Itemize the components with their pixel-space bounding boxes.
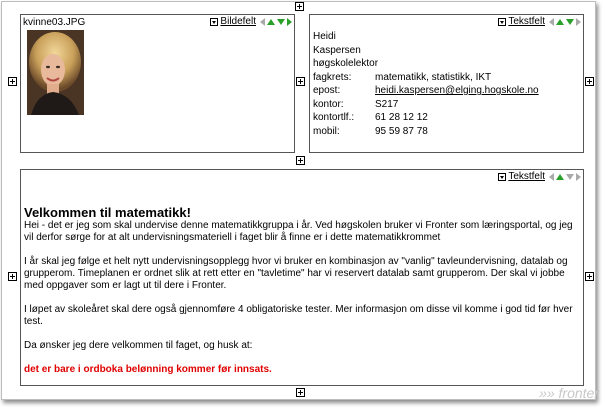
add-right-bottom-button[interactable] — [585, 272, 594, 281]
widget-type-link[interactable]: Bildefelt — [220, 16, 256, 27]
add-right-button[interactable] — [585, 77, 594, 86]
first-name: Heidi — [313, 31, 336, 42]
image-widget-toolbar — [210, 17, 292, 27]
fronter-logo: »» fronter — [539, 385, 599, 401]
move-up-icon[interactable] — [556, 19, 564, 25]
move-right-icon — [576, 173, 581, 181]
widget-type-link[interactable]: Tekstfelt — [508, 171, 545, 182]
contact-row — [313, 98, 539, 112]
move-down-icon[interactable] — [566, 19, 574, 25]
contact-row — [313, 71, 539, 85]
add-top-button[interactable] — [295, 2, 304, 11]
brand-text: fronter — [558, 385, 599, 401]
move-up-icon[interactable] — [556, 174, 564, 180]
add-between-rows-button[interactable] — [296, 156, 305, 165]
contact-info — [313, 30, 539, 138]
move-down-icon — [566, 174, 574, 180]
widget-menu-icon[interactable] — [498, 18, 506, 26]
contact-key: mobil: — [313, 125, 340, 137]
paragraph: I år skal jeg følge et helt nytt undervisningsopplegg hvor vi bruker en kombinasjon av "vanlig" tavleundervisning, datalab og grupperom. Timeplanen er ordnet slik at rett etter en "tavletime" har vi reservert datalab samt grupperom. Der skal vi jobbe med oppgaver som er lagt ut til dere i Fronter. — [24, 256, 568, 291]
last-name: Kaspersen — [313, 44, 361, 56]
contact-row — [313, 84, 539, 98]
contact-key: fagkrets: — [313, 71, 352, 83]
contact-key: kontortlf.: — [313, 112, 355, 123]
welcome-heading: Velkommen til matematikk! — [24, 205, 191, 220]
add-middle-button[interactable] — [296, 77, 305, 86]
widget-type-link[interactable]: Tekstfelt — [508, 16, 545, 27]
move-up-icon[interactable] — [267, 19, 275, 25]
paragraph: Hei - det er jeg som skal undervise denne matematikkgruppa i år. Ved høgskolen bruker vi Fronter som læringsportal, og jeg vil derfor sørge for at alt undervisningsmateriell i faget blir å finne er i dette matematikkrommet — [24, 220, 573, 243]
main-text-panel — [20, 169, 584, 386]
image-filename: kvinne03.JPG — [23, 17, 86, 28]
welcome-text — [24, 206, 577, 388]
contact-panel — [309, 14, 584, 153]
portrait-photo — [27, 30, 84, 115]
move-right-icon[interactable] — [287, 18, 292, 26]
contact-value: S217 — [375, 98, 399, 110]
move-right-icon — [576, 18, 581, 26]
image-panel — [20, 14, 295, 153]
move-left-icon[interactable] — [549, 173, 554, 181]
contact-widget-toolbar — [498, 17, 581, 27]
widget-menu-icon[interactable] — [210, 18, 218, 26]
contact-row — [313, 111, 539, 125]
highlight-quote: det er bare i ordboka belønning kommer før innsats. — [24, 364, 272, 375]
contact-value: matematikk, statistikk, IKT — [375, 71, 492, 83]
main-widget-toolbar — [498, 172, 581, 182]
widget-menu-icon[interactable] — [498, 173, 506, 181]
contact-key: epost: — [313, 85, 341, 96]
move-left-icon[interactable] — [549, 18, 554, 26]
add-left-button[interactable] — [8, 77, 17, 86]
job-title: høgskolelektor — [313, 58, 379, 69]
email-link[interactable]: heidi.kaspersen@elging.hogskole.no — [375, 85, 539, 96]
paragraph: I løpet av skoleåret skal dere også gjennomføre 4 obligatoriske tester. Mer informasjon om disse vil komme i god tid før hver test. — [24, 304, 573, 327]
move-left-icon[interactable] — [260, 18, 265, 26]
contact-key: kontor: — [313, 98, 344, 110]
contact-value: 61 28 12 12 — [375, 112, 428, 123]
move-down-icon[interactable] — [277, 19, 285, 25]
add-bottom-button[interactable] — [296, 388, 305, 397]
paragraph: Da ønsker jeg dere velkommen til faget, og husk at: — [24, 340, 253, 351]
add-left-bottom-button[interactable] — [8, 272, 17, 281]
contact-value: 95 59 87 78 — [375, 125, 428, 137]
contact-row — [313, 125, 539, 139]
